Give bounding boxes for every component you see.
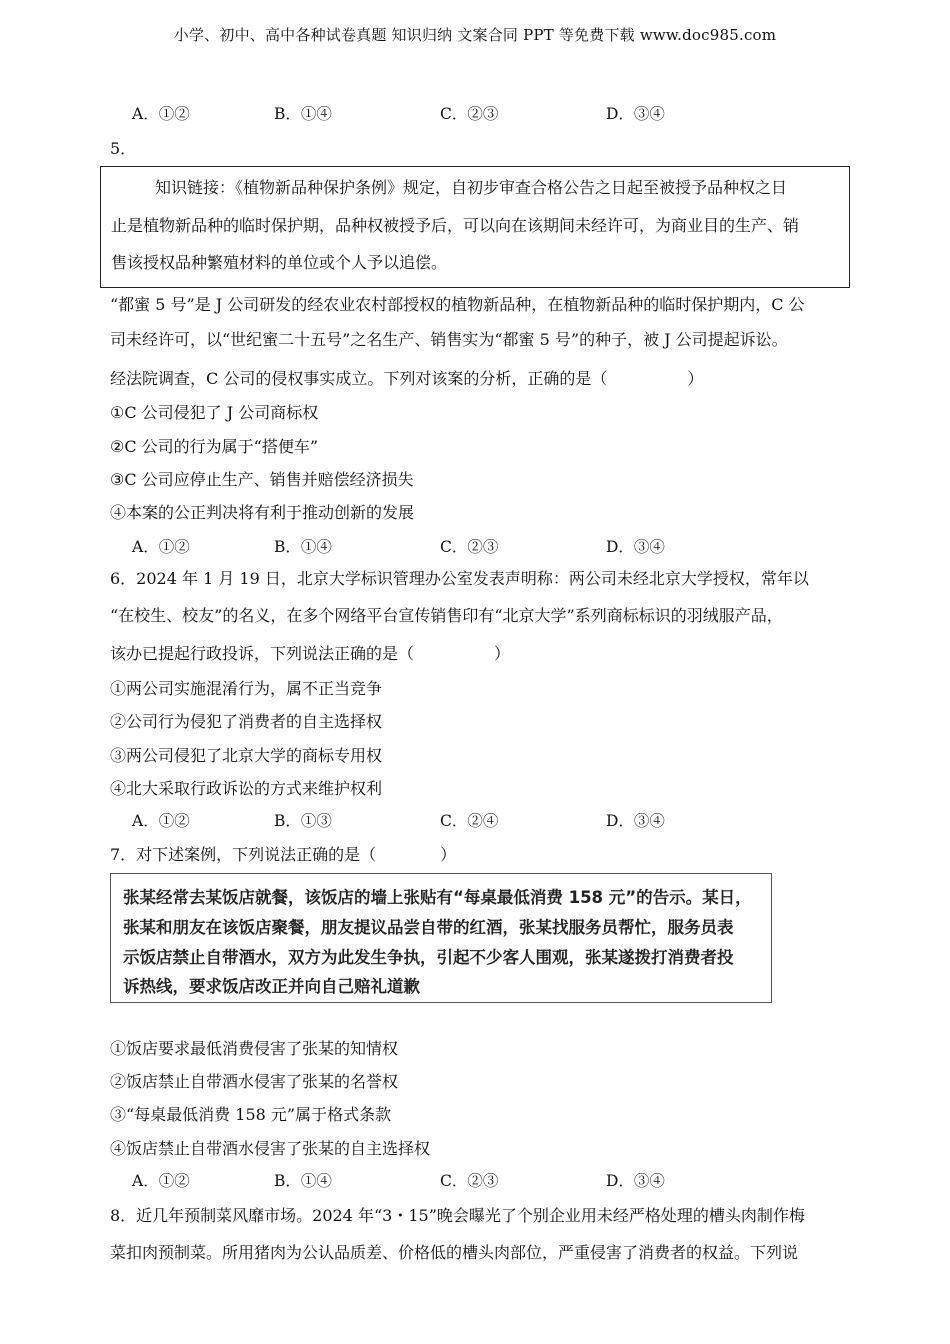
q6-item-4: ④北大采取行政诉讼的方式来维护权利 — [110, 779, 383, 798]
q5-option-c: C．②③ — [440, 538, 499, 556]
q5-item-3: ③C 公司应停止生产、销售并赔偿经济损失 — [110, 470, 414, 489]
q7-stem: 7．对下述案例，下列说法正确的是（ ） — [110, 845, 457, 864]
page-header: 小学、初中、高中各种试卷真题 知识归纳 文案合同 PPT 等免费下载 www.doc985.com — [173, 26, 777, 44]
q5-option-b: B．①④ — [274, 538, 332, 556]
q7-box-line-3: 示饭店禁止自带酒水，双方为此发生争执，引起不少客人围观，张某遂拨打消费者投 — [123, 948, 734, 967]
q5-box-line-1: 知识链接：《植物新品种保护条例》规定，自初步审查合格公告之日起至被授予品种权之日 — [155, 178, 788, 197]
q6-stem-line-2: “在校生、校友”的名义，在多个网络平台宣传销售印有“北京大学”系列商标标识的羽绒服产品， — [110, 606, 783, 625]
q5-stem-line-3: 经法院调查，C 公司的侵权事实成立。下列对该案的分析，正确的是（ ） — [110, 369, 704, 388]
q7-option-d: D．③④ — [606, 1172, 665, 1190]
q7-box-line-4: 诉热线，要求饭店改正并向自己赔礼道歉 — [123, 977, 420, 996]
q7-case-box — [110, 873, 772, 1003]
q7-item-2: ②饭店禁止自带酒水侵害了张某的名誉权 — [110, 1072, 399, 1091]
q6-option-a: A．①② — [132, 812, 190, 830]
q6-option-c: C．②④ — [440, 812, 499, 830]
q6-option-b: B．①③ — [274, 812, 332, 830]
q8-stem-line-2: 菜扣肉预制菜。所用猪肉为公认品质差、价格低的槽头肉部位，严重侵害了消费者的权益。下列说 — [110, 1243, 799, 1262]
q4-option-c: C．②③ — [440, 105, 499, 123]
q4-option-d: D．③④ — [606, 105, 665, 123]
q7-box-line-1: 张某经常去某饭店就餐，该饭店的墙上张贴有“每桌最低消费 158 元”的告示。某日， — [123, 888, 752, 907]
q6-stem-line-1: 6．2024 年 1 月 19 日，北京大学标识管理办公室发表声明称：两公司未经北京大学授权，常年以 — [110, 569, 809, 588]
q7-item-1: ①饭店要求最低消费侵害了张某的知情权 — [110, 1039, 399, 1058]
q7-option-c: C．②③ — [440, 1172, 499, 1190]
q7-item-3: ③“每桌最低消费 158 元”属于格式条款 — [110, 1105, 392, 1124]
q5-item-1: ①C 公司侵犯了 J 公司商标权 — [110, 403, 319, 422]
q7-item-4: ④饭店禁止自带酒水侵害了张某的自主选择权 — [110, 1139, 431, 1158]
q7-option-b: B．①④ — [274, 1172, 332, 1190]
q7-option-a: A．①② — [132, 1172, 190, 1190]
q5-number: 5． — [110, 139, 137, 158]
q6-stem-line-3: 该办已提起行政投诉，下列说法正确的是（ ） — [110, 644, 511, 663]
q5-stem-line-1: “都蜜 5 号”是 J 公司研发的经农业农村部授权的植物新品种，在植物新品种的临时保护期内，C 公 — [110, 295, 805, 314]
q5-box-line-2: 止是植物新品种的临时保护期，品种权被授予后，可以向在该期间未经许可，为商业目的生产、销 — [111, 216, 800, 235]
q6-item-1: ①两公司实施混淆行为，属不正当竞争 — [110, 679, 383, 698]
q4-option-b: B．①④ — [274, 105, 332, 123]
q4-option-a: A．①② — [132, 105, 190, 123]
q5-knowledge-box — [100, 166, 850, 288]
q5-option-a: A．①② — [132, 538, 190, 556]
q5-item-2: ②C 公司的行为属于“搭便车” — [110, 437, 319, 456]
q5-option-d: D．③④ — [606, 538, 665, 556]
q6-option-d: D．③④ — [606, 812, 665, 830]
q8-stem-line-1: 8．近几年预制菜风靡市场。2024 年“3・15”晚会曝光了个别企业用未经严格处理的槽头肉制作梅 — [110, 1206, 805, 1225]
q6-item-2: ②公司行为侵犯了消费者的自主选择权 — [110, 712, 383, 731]
q5-item-4: ④本案的公正判决将有利于推动创新的发展 — [110, 503, 415, 522]
q6-item-3: ③两公司侵犯了北京大学的商标专用权 — [110, 746, 383, 765]
q5-box-line-3: 售该授权品种繁殖材料的单位或个人予以追偿。 — [111, 253, 448, 272]
q7-box-line-2: 张某和朋友在该饭店聚餐，朋友提议品尝自带的红酒，张某找服务员帮忙，服务员表 — [123, 918, 734, 937]
q5-stem-line-2: 司未经许可，以“世纪蜜二十五号”之名生产、销售实为“都蜜 5 号”的种子，被 J 公司提起诉讼。 — [110, 330, 788, 349]
